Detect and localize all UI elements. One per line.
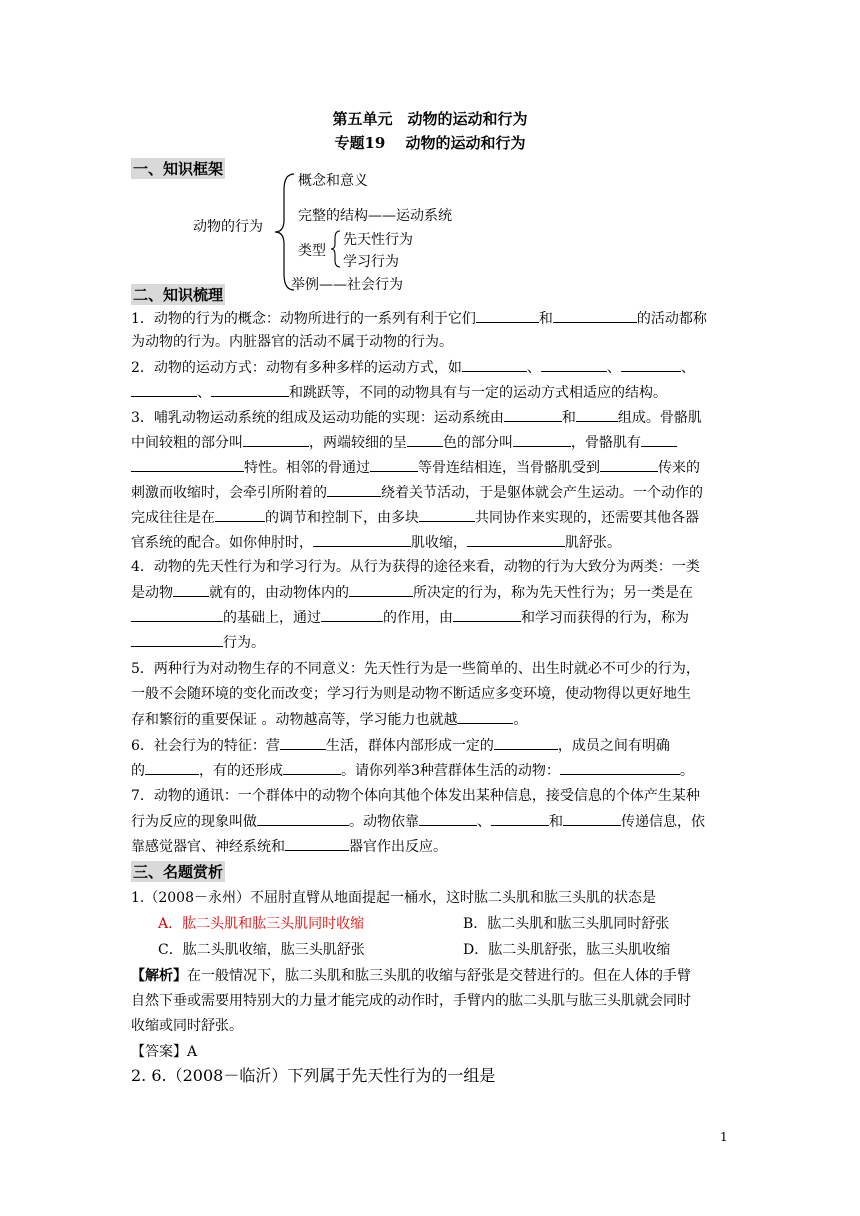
- section-heading-examples: 三、名题赏析: [133, 863, 224, 881]
- question-1-option-d: D．肱二头肌舒张，肱三头肌收缩: [463, 942, 671, 958]
- framework-item-innate: 先天性行为: [343, 232, 413, 248]
- question-1-stem: 1.（2008－永州）不屈肘直臂从地面提起一桶水，这时肱二头肌和肱三头肌的状态是: [131, 890, 656, 906]
- framework-root: 动物的行为: [193, 219, 263, 235]
- paragraph-4-line3: 的基础上，通过 的作用，由 和学习而获得的行为，称为: [131, 605, 689, 630]
- paragraph-7-line1: 7．动物的通讯：一个群体中的动物个体向其他个体发出某种信息，接受信息的个体产生某种: [131, 788, 700, 804]
- paragraph-1-line2: 为动物的行为。内脏器官的活动不属于动物的行为。: [131, 334, 453, 350]
- framework-item-social: 举例——社会行为: [291, 277, 403, 293]
- paragraph-3-line1: 3．哺乳动物运动系统的组成及运动功能的实现：运动系统由 和 组成。骨骼肌: [131, 405, 702, 430]
- section-heading-framework: 一、知识框架: [133, 160, 224, 178]
- topic-title: 专题19 动物的运动和行为: [334, 134, 526, 152]
- paragraph-3-line6: 官系统的配合。如你伸肘时， 肌收缩， 肌舒张。: [131, 530, 621, 555]
- framework-item-learned: 学习行为: [343, 254, 399, 270]
- paragraph-3-line2: 中间较粗的部分叫 ，两端较细的呈 色的部分叫 ，骨骼肌有: [131, 430, 677, 455]
- section-heading-review: 二、知识梳理: [133, 286, 224, 304]
- question-1-option-a: A．肱二头肌和肱三头肌同时收缩: [158, 916, 365, 932]
- paragraph-4-line2: 是动物 就有的，由动物体内的 所决定的行为，称为先天性行为；另一类是在: [131, 580, 693, 605]
- question-1-answer: 【答案】A: [131, 1044, 198, 1060]
- question-1-option-b: B．肱二头肌和肱三头肌同时舒张: [463, 916, 670, 932]
- paragraph-5-line1: 5．两种行为对动物生存的不同意义：先天性行为是一些简单的、出生时就必不可少的行为，: [131, 661, 700, 677]
- framework-item-concept: 概念和意义: [298, 173, 368, 189]
- paragraph-6-line1: 6．社会行为的特征：营 生活，群体内部形成一定的 ，成员之间有明确: [131, 733, 670, 758]
- paragraph-3-line3: 特性。相邻的骨通过 等骨连结相连，当骨骼肌受到 传来的: [131, 455, 700, 480]
- question-2-stem: 2. 6.（2008－临沂）下列属于先天性行为的一组是: [131, 1066, 496, 1085]
- paragraph-1-line1: 1．动物的行为的概念：动物所进行的一系列有利于它们 和 的活动都称: [131, 306, 707, 331]
- question-1-analysis-line1: 【解析】在一般情况下，肱二头肌和肱三头肌的收缩与舒张是交替进行的。但在人体的手臂: [131, 968, 691, 984]
- paragraph-2-line1: 2．动物的运动方式：动物有多种多样的运动方式，如 、 、 、: [131, 355, 695, 380]
- question-1-analysis-line2: 自然下垂或需要用特别大的力量才能完成的动作时，手臂内的肱二头肌与肱三头肌就会同时: [131, 993, 691, 1009]
- paragraph-5-line3: 存和繁衍的重要保证 。动物越高等，学习能力也就越 。: [131, 707, 527, 732]
- question-1-option-c: C．肱二头肌收缩，肱三头肌舒张: [158, 942, 365, 958]
- page-number: 1: [720, 1130, 728, 1144]
- paragraph-2-line2: 、 和跳跃等，不同的动物具有与一定的运动方式相适应的结构。: [131, 380, 667, 405]
- paragraph-7-line2: 行为反应的现象叫做 。动物依靠 、 和 传递信息，依: [131, 809, 705, 834]
- paragraph-4-line4: 行为。: [131, 630, 265, 655]
- type-brace-icon: [328, 229, 342, 269]
- paragraph-3-line4: 刺激而收缩时，会牵引所附着的 绕着关节活动，于是躯体就会产生运动。一个动作的: [131, 480, 703, 505]
- framework-item-structure: 完整的结构——运动系统: [298, 208, 452, 224]
- unit-title: 第五单元 动物的运动和行为: [332, 110, 528, 128]
- question-1-analysis-line3: 收缩或同时舒张。: [131, 1018, 243, 1034]
- paragraph-4-line1: 4．动物的先天性行为和学习行为。从行为获得的途径来看，动物的行为大致分为两类：一类: [131, 559, 700, 575]
- framework-item-type: 类型: [298, 243, 326, 259]
- paragraph-3-line5: 完成往往是在 的调节和控制下，由多块 共同协作来实现的，还需要其他各器: [131, 505, 699, 530]
- paragraph-6-line2: 的 ，有的还形成 。请你列举3种营群体生活的动物： 。: [131, 758, 694, 783]
- paragraph-5-line2: 一般不会随环境的变化而改变；学习行为则是动物不断适应多变环境，使动物得以更好地生: [131, 686, 691, 702]
- paragraph-7-line3: 靠感觉器官、神经系统和 器官作出反应。: [131, 834, 447, 859]
